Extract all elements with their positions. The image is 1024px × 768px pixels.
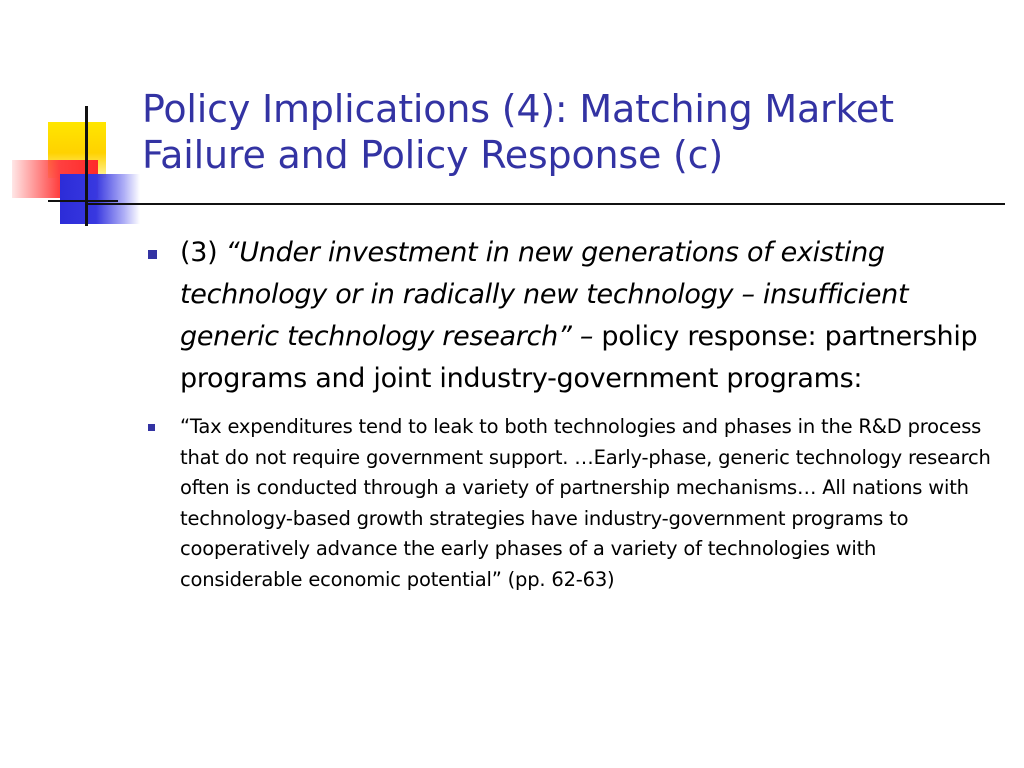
logo-vertical-line <box>85 106 88 226</box>
bullet-rest: policy response: partnership programs and joint industry-government programs: <box>180 321 978 394</box>
logo-blue-bar <box>60 174 140 224</box>
logo-horizontal-line <box>48 200 118 202</box>
bullet-quote-text: “Tax expenditures tend to leak to both technologies and phases in the R&D process that do not require government support. …Early-phase, generic technology research often is conducted through a variety of partnership mechanisms… All nations with technology-based growth strategies have industry-government programs to cooperatively advance the early phases of a variety of technologies with considerable economic potential” (pp. 62-63) <box>180 415 991 591</box>
bullet-italic-quote: “Under investment in new generations of existing technology or in radically new technology – insufficient generic technology research” – <box>180 237 909 352</box>
slide-body <box>142 232 1002 595</box>
square-bullet-icon <box>148 250 157 259</box>
bullet-prefix: (3) <box>180 237 226 268</box>
square-bullet-icon <box>148 424 155 431</box>
title-divider <box>85 203 1005 205</box>
bullet-item-level1 <box>142 232 1002 400</box>
bullet-item-level2 <box>142 412 1002 595</box>
slide-title: Policy Implications (4): Matching Market Failure and Policy Response (c) <box>142 87 894 177</box>
